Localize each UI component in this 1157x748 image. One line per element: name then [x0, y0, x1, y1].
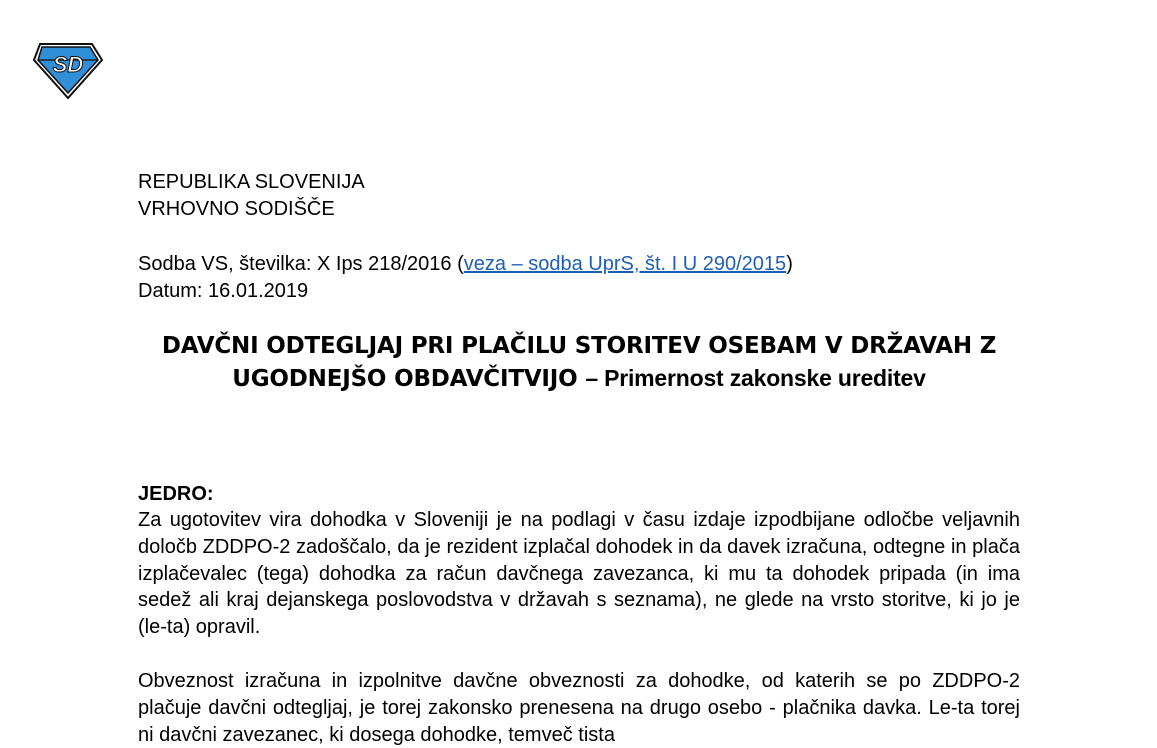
- title-main: DAVČNI ODTEGLJAJ PRI PLAČILU STORITEV OSEBAM V DRŽAVAH Z UGODNEJŠO OBDAVČITVIJO: [161, 333, 997, 392]
- header-line-2: VRHOVNO SODIŠČE: [138, 198, 335, 220]
- reference-date: Datum: 16.01.2019: [138, 280, 309, 302]
- reference-line: [138, 251, 793, 277]
- logo-letters: SD: [52, 52, 84, 77]
- paragraph-2: Obveznost izračuna in izpolnitve davčne obveznosti za dohodke, od katerih se po ZDDPO-2 plačuje davčni odtegljaj, je torej zakonsko prenesena na drugo osebo - plačnika davka. Le-ta torej ni davčni zavezanec, ki dosega dohodke, temveč tista: [138, 670, 1020, 746]
- reference-link[interactable]: veza – sodba UprS, št. I U 290/2015: [463, 253, 787, 275]
- title-sub: – Primernost zakonske ureditev: [585, 365, 926, 391]
- court-logo: [32, 42, 104, 100]
- document-title: [138, 330, 1020, 395]
- reference-suffix: ): [786, 253, 793, 275]
- header-line-1: REPUBLIKA SLOVENIJA: [138, 171, 365, 193]
- section-heading: JEDRO:: [138, 483, 214, 505]
- paragraph-1: Za ugotovitev vira dohodka v Sloveniji je na podlagi v času izdaje izpodbijane odločbe veljavnih določb ZDDPO-2 zadoščalo, da je rezident izplačal dohodek in da davek izračuna, odtegne in plača izplačevalec (tega) dohodka za račun davčnega zavezanca, ki mu ta dohodek pripada (in ima sedež ali kraj dejanskega poslovodstva v državah s seznama), ne glede na vrsto storitve, ki jo je (le-ta) opravil.: [138, 509, 1020, 639]
- reference-prefix: Sodba VS, številka: X Ips 218/2016 (: [138, 253, 464, 275]
